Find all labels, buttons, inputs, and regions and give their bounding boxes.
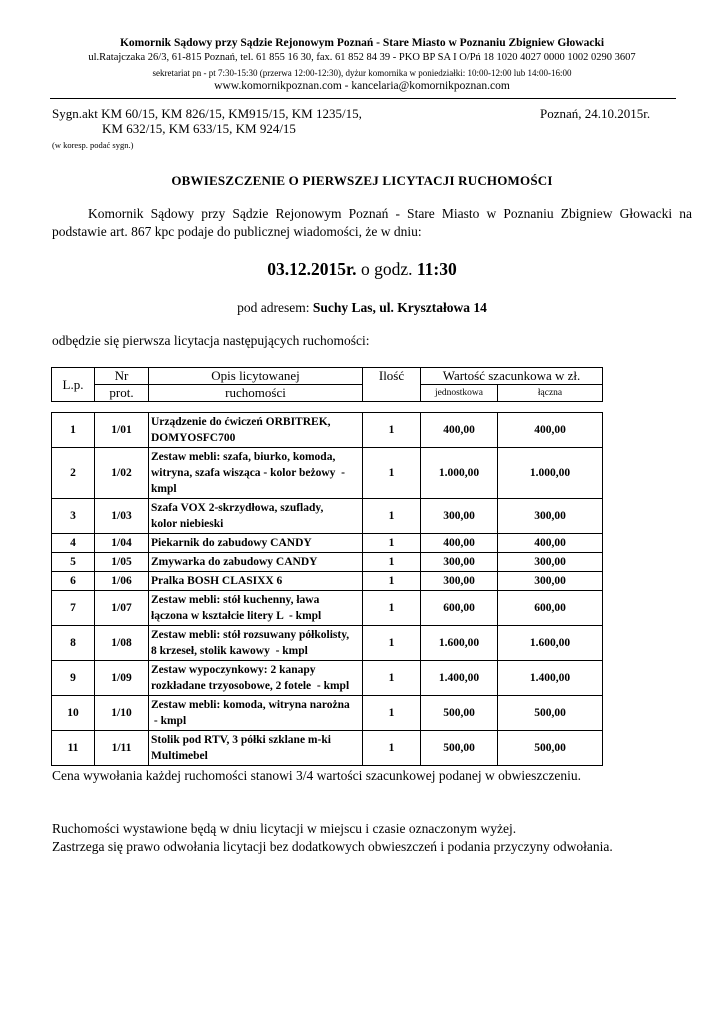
place-date: Poznań, 24.10.2015r. (540, 106, 651, 121)
description-line: DOMYOSFC700 (151, 432, 236, 444)
cell-description (149, 553, 363, 572)
description-line: Zestaw mebli: stół kuchenny, ława (151, 594, 320, 606)
cell-unit-value: 300,00 (421, 572, 498, 591)
header-lp: L.p. (52, 368, 95, 402)
cell-total-value: 500,00 (498, 731, 603, 766)
description-line: 8 krzeseł, stolik kawowy - kmpl (151, 645, 308, 657)
cell-qty: 1 (363, 572, 421, 591)
description-line: Stolik pod RTV, 3 półki szklane m-ki (151, 734, 331, 746)
description-line: Multimebel (151, 750, 208, 762)
cell-lp: 3 (52, 499, 95, 534)
cell-description (149, 572, 363, 591)
cell-lp: 6 (52, 572, 95, 591)
case-reference-line1: Sygn.akt KM 60/15, KM 826/15, KM915/15, KM 1235/15, (52, 106, 362, 121)
description-line: kolor niebieski (151, 518, 224, 530)
table-row (52, 499, 603, 534)
description-line: Zmywarka do zabudowy CANDY (151, 556, 318, 568)
cell-total-value: 500,00 (498, 696, 603, 731)
cell-total-value: 1.600,00 (498, 626, 603, 661)
description-line: Zestaw mebli: stół rozsuwany półkolisty, (151, 629, 350, 641)
description-line: - kmpl (151, 715, 187, 727)
cell-lp: 8 (52, 626, 95, 661)
cell-description (149, 591, 363, 626)
description-line: Pralka BOSH CLASIXX 6 (151, 575, 283, 587)
cell-nr: 1/09 (95, 661, 149, 696)
header-total: łączna (498, 385, 603, 402)
header-nr-top: Nr (95, 368, 149, 385)
cell-total-value: 300,00 (498, 572, 603, 591)
cell-lp: 9 (52, 661, 95, 696)
cell-unit-value: 400,00 (421, 413, 498, 448)
cell-total-value: 1.400,00 (498, 661, 603, 696)
cell-description (149, 626, 363, 661)
cell-total-value: 400,00 (498, 413, 603, 448)
cell-qty: 1 (363, 591, 421, 626)
description-line: kmpl (151, 483, 177, 495)
cell-lp: 10 (52, 696, 95, 731)
cell-lp: 2 (52, 448, 95, 499)
cell-nr: 1/02 (95, 448, 149, 499)
cell-description (149, 448, 363, 499)
cell-qty: 1 (363, 448, 421, 499)
table-row (52, 731, 603, 766)
header-value: Wartość szacunkowa w zł. (421, 368, 603, 385)
intro-paragraph (52, 205, 692, 241)
cell-description (149, 661, 363, 696)
cell-total-value: 300,00 (498, 553, 603, 572)
cell-qty: 1 (363, 534, 421, 553)
cell-nr: 1/06 (95, 572, 149, 591)
cell-nr: 1/08 (95, 626, 149, 661)
cell-nr: 1/11 (95, 731, 149, 766)
cell-qty: 1 (363, 553, 421, 572)
cell-lp: 4 (52, 534, 95, 553)
cell-lp: 5 (52, 553, 95, 572)
document-title: OBWIESZCZENIE O PIERWSZEJ LICYTACJI RUCHOMOŚCI (171, 173, 553, 188)
address-label: pod adresem: (237, 300, 313, 315)
cell-qty: 1 (363, 696, 421, 731)
cell-qty: 1 (363, 626, 421, 661)
cell-total-value: 1.000,00 (498, 448, 603, 499)
cell-nr: 1/01 (95, 413, 149, 448)
reference-note: (w koresp. podać sygn.) (52, 140, 134, 150)
table-row (52, 696, 603, 731)
cell-nr: 1/03 (95, 499, 149, 534)
cell-description (149, 696, 363, 731)
description-line: Zestaw wypoczynkowy: 2 kanapy (151, 664, 316, 676)
description-line: łączona w kształcie litery L - kmpl (151, 610, 322, 622)
cell-total-value: 600,00 (498, 591, 603, 626)
footer-line2: Zastrzega się prawo odwołania licytacji bez dodatkowych obwieszczeń i podania przyczyny odwołania. (52, 839, 613, 854)
cell-unit-value: 600,00 (421, 591, 498, 626)
description-line: Zestaw mebli: szafa, biurko, komoda, (151, 451, 336, 463)
description-line: Szafa VOX 2-skrzydłowa, szuflady, (151, 502, 324, 514)
office-web-email: www.komornikpoznan.com - kancelaria@komornikpoznan.com (214, 80, 510, 92)
description-line: Piekarnik do zabudowy CANDY (151, 537, 312, 549)
table-row (52, 591, 603, 626)
cell-description (149, 413, 363, 448)
cell-qty: 1 (363, 499, 421, 534)
table-row (52, 553, 603, 572)
cell-description (149, 499, 363, 534)
price-note: Cena wywołania każdej ruchomości stanowi 3/4 wartości szacunkowej podanej w obwieszczeniu. (52, 768, 581, 783)
auction-datetime (0, 259, 724, 280)
header-unit: jednostkowa (421, 385, 498, 402)
auction-at-text: o godz. (356, 259, 417, 279)
cell-total-value: 300,00 (498, 499, 603, 534)
auction-time: 11:30 (416, 259, 457, 279)
header-qty: Ilość (363, 368, 421, 402)
table-row (52, 534, 603, 553)
items-table-header (51, 367, 603, 402)
auction-date: 03.12.2015r. (267, 259, 357, 279)
cell-nr: 1/05 (95, 553, 149, 572)
auction-address: Suchy Las, ul. Kryształowa 14 (312, 300, 487, 315)
cell-unit-value: 500,00 (421, 696, 498, 731)
cell-unit-value: 1.000,00 (421, 448, 498, 499)
case-reference-line2: KM 632/15, KM 633/15, KM 924/15 (102, 121, 296, 136)
cell-qty: 1 (363, 413, 421, 448)
header-nr-bottom: prot. (95, 385, 149, 402)
items-table (51, 412, 603, 766)
description-line: Urządzenie do ćwiczeń ORBITREK, (151, 416, 331, 428)
cell-qty: 1 (363, 661, 421, 696)
table-row (52, 661, 603, 696)
cell-qty: 1 (363, 731, 421, 766)
description-line: rozkładane trzyosobowe, 2 fotele - kmpl (151, 680, 350, 692)
cell-unit-value: 500,00 (421, 731, 498, 766)
items-lead-text: odbędzie się pierwsza licytacja następujących ruchomości: (52, 333, 370, 348)
table-row (52, 413, 603, 448)
cell-unit-value: 1.400,00 (421, 661, 498, 696)
office-hours: sekretariat pn - pt 7:30-15:30 (przerwa 12:00-12:30), dyżur komornika w poniedziałki: 10:00-12:00 lub 14:00-16:00 (152, 68, 572, 78)
cell-description (149, 534, 363, 553)
description-line: witryna, szafa wisząca - kolor beżowy - (151, 467, 345, 479)
cell-nr: 1/04 (95, 534, 149, 553)
office-address: ul.Ratajczaka 26/3, 61-815 Poznań, tel. 61 855 16 30, fax. 61 852 84 39 - PKO BP SA I O/Pń 18 1020 4027 0000 1002 0290 3607 (88, 52, 636, 63)
header-divider (50, 98, 676, 99)
cell-description (149, 731, 363, 766)
cell-lp: 7 (52, 591, 95, 626)
table-row (52, 572, 603, 591)
cell-lp: 11 (52, 731, 95, 766)
cell-nr: 1/10 (95, 696, 149, 731)
description-line: Zestaw mebli: komoda, witryna narożna (151, 699, 350, 711)
intro-text: Komornik Sądowy przy Sądzie Rejonowym Poznań - Stare Miasto w Poznaniu Zbigniew Głowacki na podstawie art. 867 kpc podaje do publicznej wiadomości, że w dniu: (52, 206, 692, 239)
footer-line1: Ruchomości wystawione będą w dniu licytacji w miejscu i czasie oznaczonym wyżej. (52, 821, 517, 836)
office-title: Komornik Sądowy przy Sądzie Rejonowym Poznań - Stare Miasto w Poznaniu Zbigniew Głowacki (119, 37, 605, 49)
cell-lp: 1 (52, 413, 95, 448)
header-desc-bottom: ruchomości (149, 385, 363, 402)
header-desc-top: Opis licytowanej (149, 368, 363, 385)
table-row (52, 626, 603, 661)
auction-location (0, 300, 724, 316)
cell-total-value: 400,00 (498, 534, 603, 553)
cell-unit-value: 300,00 (421, 499, 498, 534)
table-row (52, 448, 603, 499)
cell-unit-value: 300,00 (421, 553, 498, 572)
cell-nr: 1/07 (95, 591, 149, 626)
cell-unit-value: 1.600,00 (421, 626, 498, 661)
cell-unit-value: 400,00 (421, 534, 498, 553)
